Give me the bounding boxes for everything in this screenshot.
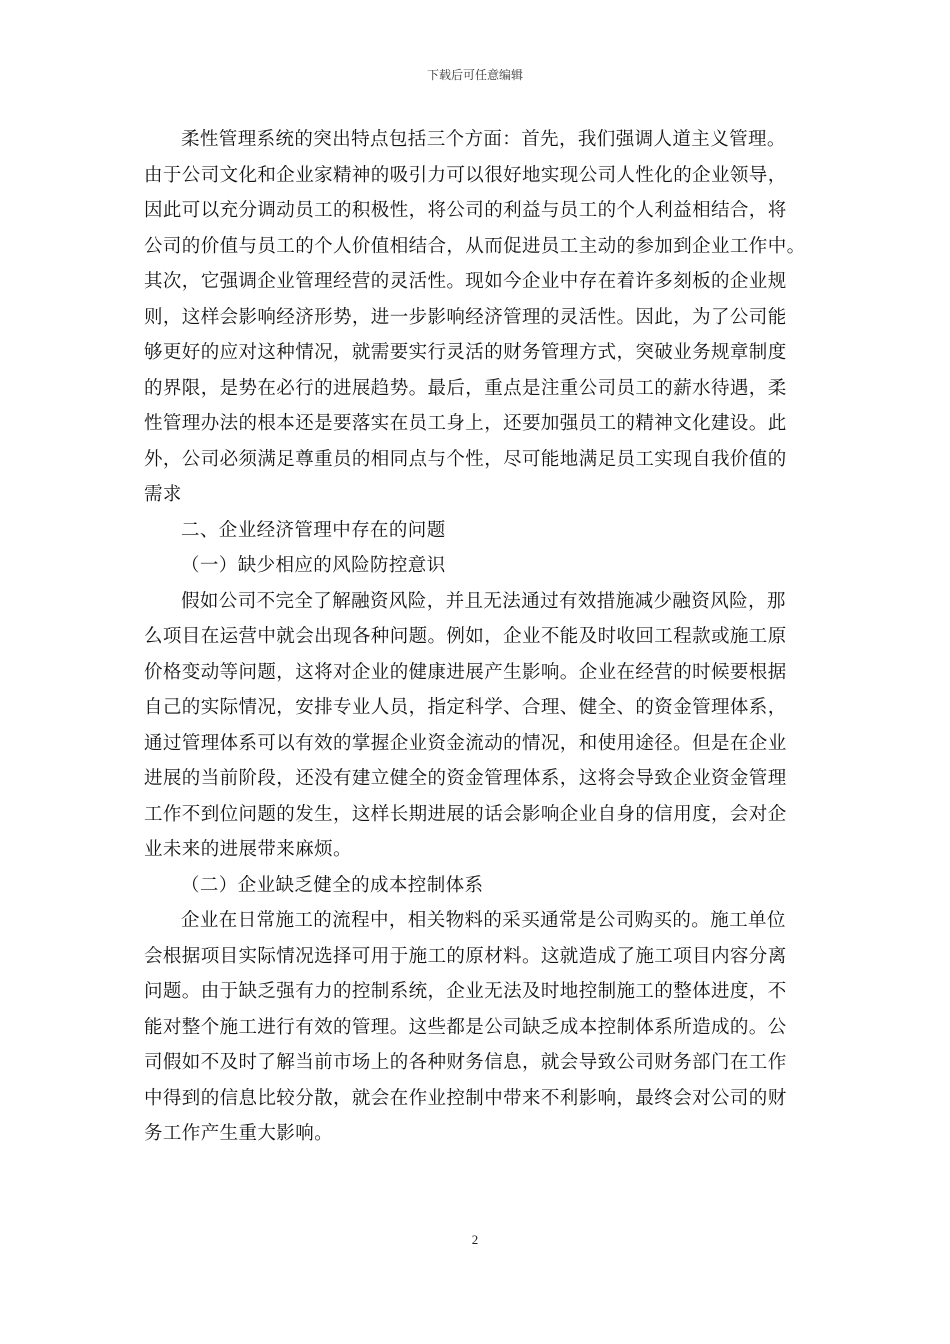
subsection-heading: （一）缺少相应的风险防控意识: [181, 555, 446, 576]
body-line: 假如公司不完全了解融资风险，并且无法通过有效措施减少融资风险，那: [181, 590, 786, 612]
body-line: 进展的当前阶段，还没有建立健全的资金管理体系，这将会导致企业资金管理: [144, 768, 787, 789]
body-line: 柔性管理系统的突出特点包括三个方面：首先，我们强调人道主义管理。: [181, 129, 786, 150]
subsection-heading: （二）企业缺乏健全的成本控制体系: [181, 874, 484, 896]
body-line: 自己的实际情况，安排专业人员，指定科学、合理、健全、的资金管理体系，: [144, 697, 787, 718]
body-line: 因此可以充分调动员工的积极性，将公司的利益与员工的个人利益相结合，将: [144, 200, 787, 221]
page-header: 下载后可任意编辑: [426, 68, 523, 82]
body-line: 工作不到位问题的发生，这样长期进展的话会影响企业自身的信用度，会对企: [144, 803, 787, 825]
body-line: 能对整个施工进行有效的管理。这些都是公司缺乏成本控制体系所造成的。公: [144, 1016, 787, 1038]
body-line: 么项目在运营中就会出现各种问题。例如，企业不能及时收回工程款或施工原: [144, 626, 787, 647]
body-line: 企业在日常施工的流程中，相关物料的采买通常是公司购买的。施工单位: [181, 910, 786, 931]
body-line: 需求: [144, 484, 182, 505]
body-line: 会根据项目实际情况选择可用于施工的原材料。这就造成了施工项目内容分离: [144, 945, 787, 967]
body-line: 务工作产生重大影响。: [144, 1123, 334, 1144]
body-line: 外，公司必须满足尊重员的相同点与个性，尽可能地满足员工实现自我价值的: [144, 448, 787, 470]
body-line: 问题。由于缺乏强有力的控制系统，企业无法及时地控制施工的整体进度，不: [144, 981, 787, 1002]
body-line: 性管理办法的根本还是要落实在员工身上，还要加强员工的精神文化建设。此: [144, 413, 787, 434]
body-line: 中得到的信息比较分散，就会在作业控制中带来不利影响，最终会对公司的财: [144, 1087, 787, 1109]
body-line: 其次，它强调企业管理经营的灵活性。现如今企业中存在着许多刻板的企业规: [144, 271, 787, 292]
body-line: 公司的价值与员工的个人价值相结合，从而促进员工主动的参加到企业工作中。: [144, 235, 806, 257]
body-line: 的界限，是势在必行的进展趋势。最后，重点是注重公司员工的薪水待遇，柔: [144, 377, 787, 399]
body-line: 价格变动等问题，这将对企业的健康进展产生影响。企业在经营的时候要根据: [144, 661, 787, 683]
body-line: 业未来的进展带来麻烦。: [144, 839, 352, 860]
body-line: 够更好的应对这种情况，就需要实行灵活的财务管理方式，突破业务规章制度: [144, 342, 787, 363]
section-heading: 二、企业经济管理中存在的问题: [181, 519, 446, 541]
page-number: 2: [471, 1232, 479, 1247]
body-line: 司假如不及时了解当前市场上的各种财务信息，就会导致公司财务部门在工作: [144, 1052, 787, 1073]
body-line: 由于公司文化和企业家精神的吸引力可以很好地实现公司人性化的企业领导，: [144, 164, 787, 186]
body-line: 通过管理体系可以有效的掌握企业资金流动的情况，和使用途径。但是在企业: [144, 732, 787, 754]
document-body: [144, 122, 808, 1152]
body-line: 则，这样会影响经济形势，进一步影响经济管理的灵活性。因此，为了公司能: [144, 306, 787, 328]
